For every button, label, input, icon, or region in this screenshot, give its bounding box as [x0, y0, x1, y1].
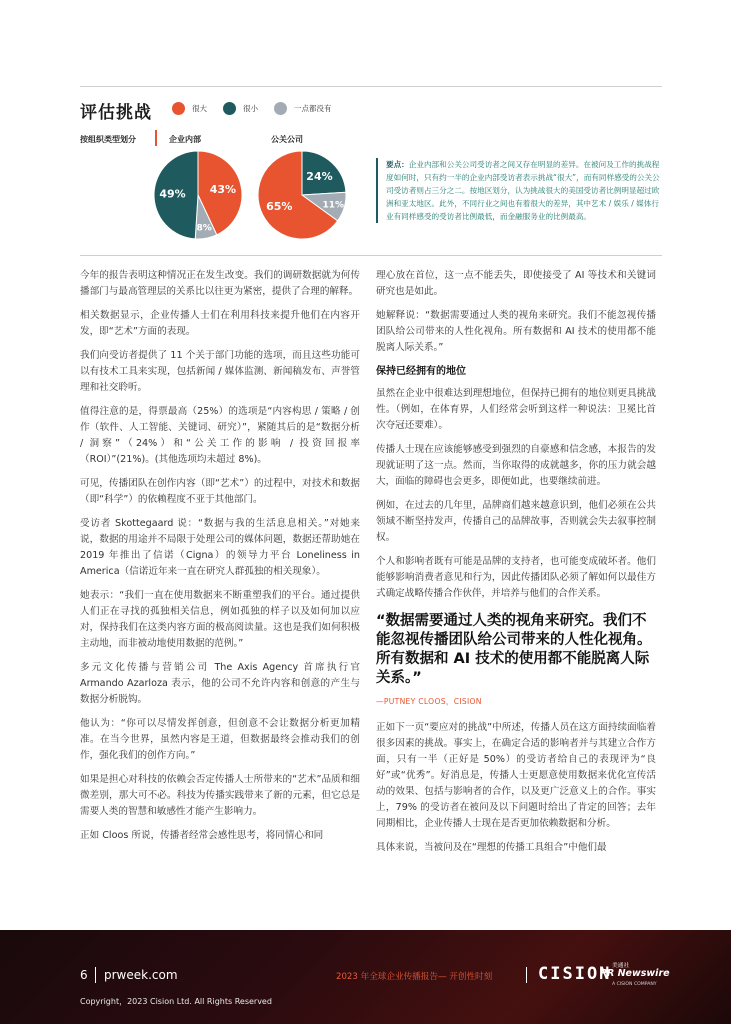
footer-separator	[95, 967, 96, 983]
pie-chart-agency	[256, 149, 348, 241]
key-takeaway-note	[376, 158, 666, 223]
prnewswire-tagline: A CISION COMPANY	[612, 982, 657, 987]
paragraph: 受访者 Skottegaard 说：“数据与我的生活息息相关。”对她来说，数据的用途并不局限于处理公司的媒体问题，数据还帮助她在 2019 年推出了信诺（Cigna）的领导力平台 Loneliness in America（信诺近年来一直在研究人群孤独的相关现象）。	[80, 518, 360, 577]
paragraph: 今年的报告表明这种情况正在发生改变。我们的调研数据就为何传播部门与最高管理层的关系比以往更为紧密，提供了合理的解释。	[80, 270, 360, 297]
right-column	[376, 268, 656, 864]
pie-title-agency: 公关公司	[271, 135, 303, 144]
prnewswire-logo-cn: 美通社	[612, 963, 630, 969]
pie-slice-label: 24%	[306, 169, 333, 183]
paragraph: 正如 Cloos 所说，传播者经常会感性思考，将同情心和同	[80, 830, 324, 841]
paragraph: 他认为：“你可以尽情发挥创意，但创意不会让数据分析更加精准。在当今世界，虽然内容是王道，但数据最终会推动我们的创作，强化我们的创作方向。”	[80, 718, 360, 761]
note-label: 要点：	[386, 160, 409, 169]
pie-chart-inhouse	[152, 149, 244, 241]
paragraph: 理心放在首位，这一点不能丢失，即使接受了 AI 等技术和关键词研究也是如此。	[376, 270, 656, 297]
paragraph: 虽然在企业中很难达到理想地位，但保持已拥有的地位则更具挑战性。（例如，在体育界，人们经常会听到这样一种说法：卫冕比首次夺冠还要难）。	[376, 388, 656, 431]
section-title: 评估挑战	[80, 103, 152, 123]
chart-legend	[172, 102, 348, 115]
subhead-divider	[155, 130, 157, 146]
subsection-heading: 保持已经拥有的地位	[376, 366, 466, 377]
pull-quote: “数据需要通过人类的视角来研究。我们不能忽视传播团队给公司带来的人性化视角。所有数据和 AI 技术的使用都不能脱离人际关系。”	[376, 613, 652, 686]
site-link[interactable]: prweek.com	[104, 968, 178, 982]
paragraph: 如果是担心对科技的依赖会否定传播人士所带来的“艺术”品质和细微差别，那大可不必。科技为传播实践带来了新的元素，但它总是需要人类的智慧和敏感性才能产生影响力。	[80, 774, 360, 817]
page-number: 6	[80, 968, 88, 982]
paragraph: 传播人士现在应该能够感受到强烈的自豪感和信念感，本报告的发现就证明了这一点。然而，当你取得的成就越多，你的压力就会越大，面临的障碍也会更多，即便如此，也要继续前进。	[376, 444, 656, 487]
legend-label-small: 很小	[243, 104, 258, 113]
legend-label-none: 一点都没有	[294, 104, 332, 113]
pie-slice-label: 43%	[209, 182, 237, 196]
paragraph: 例如，在过去的几年里，品牌商们越来越意识到，他们必须在公共领域不断坚持发声，传播自己的品牌故事，否则就会失去叙事控制权。	[376, 500, 656, 543]
legend-label-large: 很大	[192, 104, 207, 113]
paragraph: 个人和影响者既有可能是品牌的支持者，也可能变成破坏者。他们能够影响消费者意见和行为，因此传播团队必须了解如何以最佳方式确定战略传播合作伙伴，并培养与他们的合作关系。	[376, 556, 656, 599]
page-footer	[0, 930, 731, 1024]
paragraph: 值得注意的是，得票最高（25%）的选项是“内容构思 / 策略 / 创作（软件、人工智能、关键词、研究）”，紧随其后的是“数据分析 / 洞察”（24%）和“公关工作的影响 / 投资回报率（ROI）”(21%)。(其他选项均未超过 8%)。	[80, 406, 360, 465]
copyright: Copyright，2023 Cision Ltd. All Rights Reserved	[80, 997, 272, 1006]
paragraph: 可见，传播团队在创作内容（即“艺术”）的过程中，对技术和数据（即“科学”）的依赖程度不亚于其他部门。	[80, 478, 360, 505]
pie-slice-label: 11%	[322, 200, 345, 211]
pie-slice-label: 8%	[196, 223, 212, 234]
pie-title-inhouse: 企业内部	[169, 135, 201, 144]
paragraph: 正如下一页“要应对的挑战”中所述，传播人员在这方面持续面临着很多因素的挑战。事实上，在确定合适的影响者并与其建立合作方面，只有一半（正好是 50%）的受访者给自己的表现评为“良好”或“优秀”。好消息是，传播人士更愿意使用数据来优化宣传活动的效果、包括与影响者的合作，以及更广泛意义上的合作。事实上，79% 的受访者在被问及以下问题时给出了肯定的回答；去年同期相比，企业传播人士现在是否更加依赖数据和分析。	[376, 722, 656, 829]
paragraph: 具体来说，当被问及在“理想的传播工具组合”中他们最	[376, 842, 607, 853]
paragraph: 她表示：“我们一直在使用数据来不断重塑我们的平台。通过提供人们正在寻找的孤独相关信息，例如孤独的样子以及如何加以应对，保持我们在这类内容方面的极高阅读量。这也是我们如何积极主动地，而非被动地使用数据的范例。”	[80, 590, 360, 649]
top-divider	[80, 86, 662, 87]
chart-bottom-divider	[80, 255, 662, 256]
cision-logo: CISION	[538, 964, 612, 984]
breakdown-label: 按组织类型划分	[80, 135, 136, 144]
prnewswire-logo: PR Newswire	[600, 968, 670, 979]
note-text: 企业内部和公关公司受访者之间又存在明显的差异。在被问及工作的挑战程度如何时，只有约一半的企业内部受访者表示挑战“很大”，而有同样感受的公关公司受访者则占三分之二。按地区划分，认为挑战很大的美国受访者比例明显超过欧洲和亚太地区。此外，不同行业之间也有着很大的差异，其中艺术 / 娱乐 / 媒体行业有同样感受的受访者比例最低，而金融服务业的比例最高。	[386, 160, 660, 221]
footer-separator	[526, 967, 527, 983]
quote-attribution: —PUTNEY CLOOS，CISION	[376, 697, 482, 706]
left-column	[80, 268, 360, 852]
report-title: 2023 年全球企业传播报告— 开创性时刻	[336, 972, 493, 982]
legend-swatch-small	[223, 102, 236, 115]
legend-swatch-none	[274, 102, 287, 115]
pie-slice-label: 65%	[266, 200, 293, 214]
paragraph: 多元文化传播与营销公司 The Axis Agency 首席执行官 Armando Azarloza 表示，他的公司不允许内容和创意的产生与数据分析脱钩。	[80, 662, 360, 705]
paragraph: 相关数据显示，企业传播人士们在利用科技来提升他们在内容开发，即“艺术”方面的表现。	[80, 310, 360, 337]
legend-swatch-large	[172, 102, 185, 115]
paragraph: 我们向受访者提供了 11 个关于部门功能的选项，而且这些功能可以有技术工具来实现，包括新闻 / 媒体监测、新闻稿发布、声誉管理和社交聆听。	[80, 350, 360, 393]
pie-slice-label: 49%	[159, 187, 186, 201]
paragraph: 她解释说：“数据需要通过人类的视角来研究。我们不能忽视传播团队给公司带来的人性化视角。所有数据和 AI 技术的使用都不能脱离人际关系。”	[376, 310, 656, 353]
